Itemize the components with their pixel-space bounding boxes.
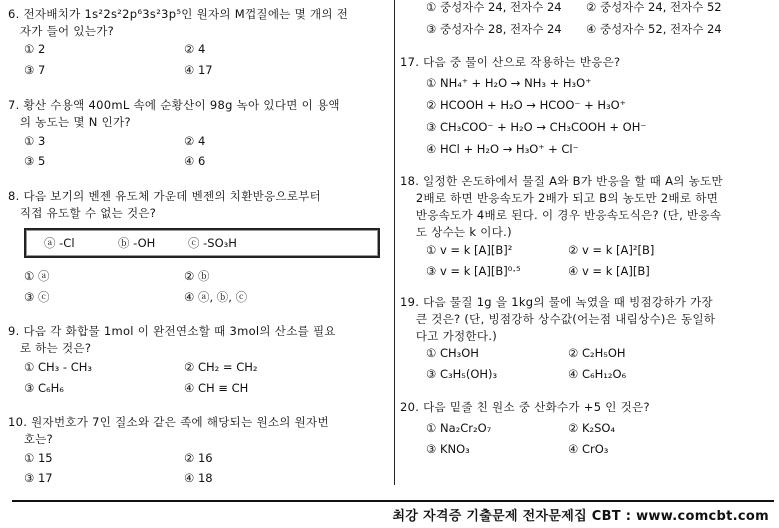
q16-option-2[interactable]: ② 중성자수 24, 전자수 52: [586, 0, 722, 14]
q7-option-3[interactable]: ③ 5: [24, 154, 46, 168]
question-7: [8, 97, 388, 131]
question-10-text: 10. 원자번호가 7인 질소와 같은 족에 해당되는 원소의 원자번 호는?: [8, 415, 329, 446]
q19-option-2[interactable]: ② C₂H₅OH: [568, 346, 626, 360]
question-7-text: 7. 황산 수용액 400mL 속에 순황산이 98g 녹아 있다면 이 용액 의 농도는 몇 N 인가?: [8, 98, 340, 129]
q8-box-item-a: ⓐ -Cl: [44, 236, 75, 250]
q8-option-2[interactable]: ② ⓑ: [184, 269, 210, 283]
question-20: [400, 399, 772, 416]
q8-box-item-c: ⓒ -SO₃H: [188, 236, 237, 250]
q7-option-2[interactable]: ② 4: [184, 134, 206, 148]
q10-option-4[interactable]: ④ 18: [184, 471, 213, 485]
q20-option-1[interactable]: ① Na₂Cr₂O₇: [426, 421, 492, 435]
question-19: [400, 294, 774, 345]
q6-option-3[interactable]: ③ 7: [24, 63, 46, 77]
q16-option-1[interactable]: ① 중성자수 24, 전자수 24: [426, 0, 562, 14]
q16-option-3[interactable]: ③ 중성자수 28, 전자수 24: [426, 22, 562, 36]
q9-option-4[interactable]: ④ CH ≡ CH: [184, 381, 249, 395]
q9-option-1[interactable]: ① CH₃ - CH₃: [24, 360, 93, 374]
q18-option-1[interactable]: ① v = k [A][B]²: [426, 243, 513, 257]
question-18: [400, 173, 774, 241]
q17-option-1[interactable]: ① NH₄⁺ + H₂O → NH₃ + H₃O⁺: [426, 76, 592, 90]
q18-option-3[interactable]: ③ v = k [A][B]⁰·⁵: [426, 264, 521, 278]
question-18-text: 18. 일정한 온도하에서 물질 A와 B가 반응을 할 때 A의 농도만 2배로 하면 반응속도가 2배가 되고 B의 농도만 2배로 하면 반응속도가 4배로 된다. 이 경우 반응속도식은? (단, 반응속 도 상수는 k 이다.): [400, 174, 723, 239]
q19-option-1[interactable]: ① CH₃OH: [426, 346, 479, 360]
q10-option-1[interactable]: ① 15: [24, 451, 53, 465]
question-8: [8, 188, 388, 222]
q17-option-2[interactable]: ② HCOOH + H₂O → HCOO⁻ + H₃O⁺: [426, 98, 626, 112]
q6-option-4[interactable]: ④ 17: [184, 63, 213, 77]
q8-option-1[interactable]: ① ⓐ: [24, 269, 50, 283]
q20-option-2[interactable]: ② K₂SO₄: [568, 421, 616, 435]
q9-option-3[interactable]: ③ C₆H₆: [24, 381, 64, 395]
q7-option-1[interactable]: ① 3: [24, 134, 46, 148]
q8-option-4[interactable]: ④ ⓐ, ⓑ, ⓒ: [184, 290, 248, 304]
column-divider: [394, 0, 395, 485]
q16-option-4[interactable]: ④ 중성자수 52, 전자수 24: [586, 22, 722, 36]
question-19-text: 19. 다음 물질 1g 을 1kg의 물에 녹였을 때 빙점강하가 가장 큰 것은? (단, 빙점강하 상수값(어는점 내림상수)은 동일하 다고 가정한다.): [400, 295, 716, 343]
q9-option-2[interactable]: ② CH₂ = CH₂: [184, 360, 258, 374]
question-6-text: 6. 전자배치가 1s²2s²2p⁶3s²3p⁵인 원자의 M껍질에는 몇 개의 전 자가 들어 있는가?: [8, 7, 349, 38]
q17-option-4[interactable]: ④ HCl + H₂O → H₃O⁺ + Cl⁻: [426, 142, 579, 156]
q6-option-1[interactable]: ① 2: [24, 42, 46, 56]
q8-option-3[interactable]: ③ ⓒ: [24, 290, 50, 304]
question-6: [8, 6, 388, 40]
q20-option-4[interactable]: ④ CrO₃: [568, 442, 609, 456]
question-20-text: 20. 다음 밑줄 친 원소 중 산화수가 +5 인 것은?: [400, 400, 650, 414]
q18-option-2[interactable]: ② v = k [A]²[B]: [568, 243, 655, 257]
q19-option-3[interactable]: ③ C₃H₅(OH)₃: [426, 367, 498, 381]
question-17-text: 17. 다음 중 물이 산으로 작용하는 반응은?: [400, 55, 621, 69]
footer-rule: [12, 500, 774, 502]
q6-option-2[interactable]: ② 4: [184, 42, 206, 56]
question-9: [8, 323, 388, 357]
q17-option-3[interactable]: ③ CH₃COO⁻ + H₂O → CH₃COOH + OH⁻: [426, 120, 647, 134]
q8-reference-box: [24, 228, 380, 258]
q8-box-item-b: ⓑ -OH: [118, 236, 156, 250]
q10-option-3[interactable]: ③ 17: [24, 471, 53, 485]
question-10: [8, 414, 392, 448]
question-9-text: 9. 다음 각 화합물 1mol 이 완전연소할 때 3mol의 산소를 필요 로 하는 것은?: [8, 324, 336, 355]
q10-option-2[interactable]: ② 16: [184, 451, 213, 465]
question-8-text: 8. 다음 보기의 벤젠 유도체 가운데 벤젠의 치환반응으로부터 직접 유도할 수 없는 것은?: [8, 189, 322, 220]
q7-option-4[interactable]: ④ 6: [184, 154, 206, 168]
question-17: [400, 54, 772, 71]
q19-option-4[interactable]: ④ C₆H₁₂O₆: [568, 367, 627, 381]
q20-option-3[interactable]: ③ KNO₃: [426, 442, 470, 456]
footer-banner: 최강 자격증 기출문제 전자문제집 CBT : www.comcbt.com: [392, 509, 769, 524]
q18-option-4[interactable]: ④ v = k [A][B]: [568, 264, 650, 278]
